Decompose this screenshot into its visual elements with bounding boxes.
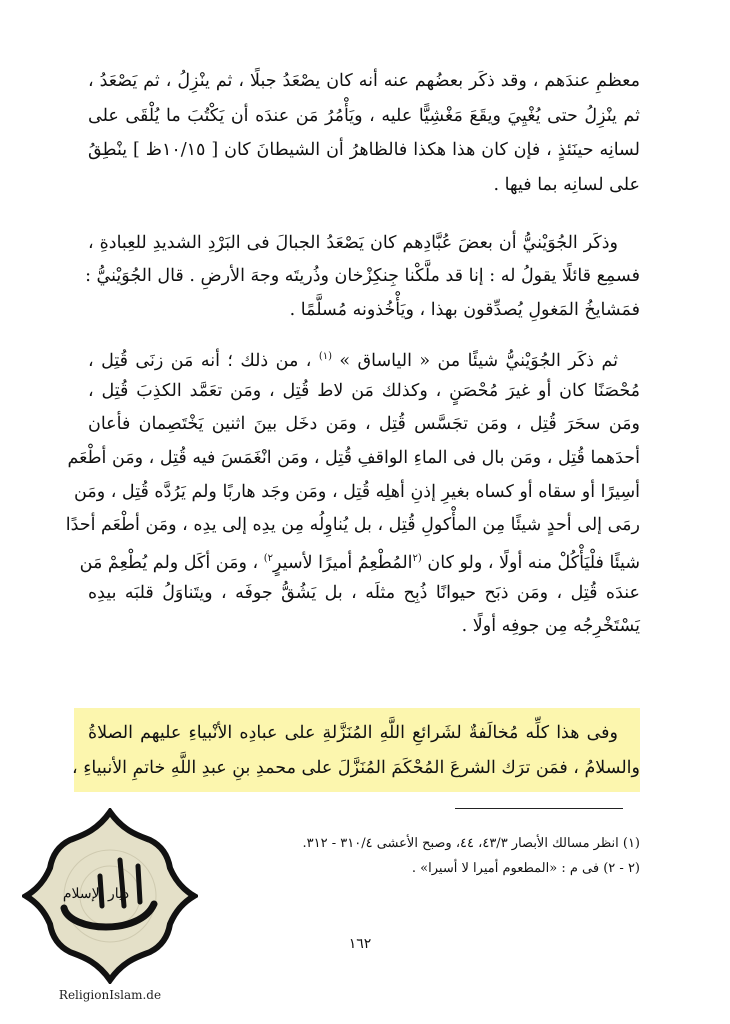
body-line: رمَى إلى أحدٍ شيئًا مِن المأْكولِ قُتِل ، بل يُناوِلُه مِن يدِه إلى يدِه ، ومَن أطْعَم أحدًا bbox=[65, 515, 640, 535]
body-line: وذكَر الجُوَيْنيُّ أن بعضَ عُبَّادِهم كان يَصْعَدُ الجبالَ فى البَرْدِ الشديدِ للعِبادةِ ، bbox=[88, 233, 618, 253]
body-text: ، من ذلك ؛ أنه مَن زنَى قُتِل ، bbox=[88, 350, 312, 371]
logo-caption: ReligionIslam.de bbox=[58, 988, 162, 1002]
body-line: معظمِ عندَهم ، وقد ذكَر بعضُهم عنه أنه كان يصْعَدُ جبلًا ، ثم ينْزِلُ ، ثم يَصْعَدُ ، bbox=[88, 71, 640, 91]
body-line bbox=[79, 546, 640, 576]
logo-calligraphy: ديار الإسلام bbox=[62, 886, 130, 902]
body-text: شيئًا فلْيَأْكُلْ منه أولًا ، ولو كان bbox=[427, 552, 640, 573]
logo-icon bbox=[22, 808, 198, 984]
body-text: المُطْعِمُ أميرًا لأسيرٍ bbox=[273, 552, 413, 573]
body-line: لسانِه حينَئذٍ ، فإن كان هذا هكذا فالظاهرُ أن الشيطانَ كان [ ١٠/١٥ظ ] ينْطِقُ bbox=[88, 140, 640, 160]
highlighted-line: والسلامُ ، فمَن ترَك الشرعَ المُحْكَمَ المُنَزَّلَ على محمدِ بنِ عبدِ اللَّهِ خاتمِ الأنبياءِ ، bbox=[71, 758, 640, 778]
body-line: فسمِع قائلًا يقولُ له : إنا قد ملَّكْنا جِنكِزْخان وذُريتَه وجهَ الأرضِ . قال الجُوَيْنيُّ : bbox=[85, 266, 640, 286]
highlighted-line: وفى هذا كلِّه مُخالَفةٌ لشَرائعِ اللَّهِ المُنَزَّلةِ على عبادِه الأنْبياءِ عليهم الصلاةُ bbox=[88, 723, 618, 743]
body-line: عندَه قُتِل ، ومَن ذبَح حيوانًا ذُبِح مثلَه ، بل يَشُقُّ جوفَه ، ويتَناوَلُ قلبَه بيدِه bbox=[88, 583, 640, 603]
body-line: مُحْصَنًا كان أو غيرَ مُحْصَنٍ ، وكذلك مَن لاط قُتِل ، ومَن تعَمَّد الكذِبَ قُتِل ، bbox=[88, 381, 640, 401]
body-line: ومَن سحَرَ قُتِل ، ومَن تجَسَّس قُتِل ، ومَن دخَل بينَ اثنين يَخْتَصِمان فأعان bbox=[88, 414, 640, 434]
body-text: ، ومَن أكَل ولم يُطْعِمْ مَن bbox=[79, 552, 259, 573]
body-line: يَسْتَخْرِجُه مِن جوفِه أولًا . bbox=[461, 616, 640, 636]
page-number: ١٦٢ bbox=[348, 936, 372, 952]
body-text: ثم ذكَر الجُوَيْنيُّ شيئًا من « الياساق » bbox=[339, 350, 618, 371]
body-line bbox=[88, 344, 618, 374]
body-line: أحدَهما قُتِل ، ومَن بال فى الماءِ الواقفِ قُتِل ، ومَن انْغَمَسَ فيه قُتِل ، ومَن أطْعَم bbox=[67, 448, 640, 468]
footnote-ref[interactable]: ٢) bbox=[263, 553, 274, 564]
footnote: (١) انظر مسالك الأبصار ٤٣/٣، ٤٤، وصبح الأعشى ٣١٠/٤ - ٣١٢. bbox=[302, 836, 640, 851]
footnote-ref[interactable]: (٢ bbox=[412, 553, 422, 564]
body-line: فمَشايخُ المَغولِ يُصدِّقون بهذا ، ويَأْخُذونه مُسلَّمًا . bbox=[289, 300, 640, 320]
footnote-divider bbox=[455, 808, 623, 809]
body-line: ثم ينْزِلُ حتى يُغْيِيَ ويقَعَ مَغْشِيًّا عليه ، ويَأْمُرُ مَن عندَه أن يَكْتُبَ ما يُلْقَى على bbox=[88, 106, 640, 126]
body-line: على لسانِه بما فيها . bbox=[493, 175, 640, 195]
body-line: أسِيرًا أو سقاه أو كساه بغيرِ إذنِ أهلِه قُتِل ، ومَن وجَد هاربًا ولم يَرُدَّه قُتِل ، ومَن bbox=[74, 482, 640, 502]
footnote-ref[interactable]: (١) bbox=[318, 351, 332, 362]
footnote: (٢ - ٢) فى م : «المطعوم أميرا لا أسيرا» . bbox=[411, 861, 640, 876]
